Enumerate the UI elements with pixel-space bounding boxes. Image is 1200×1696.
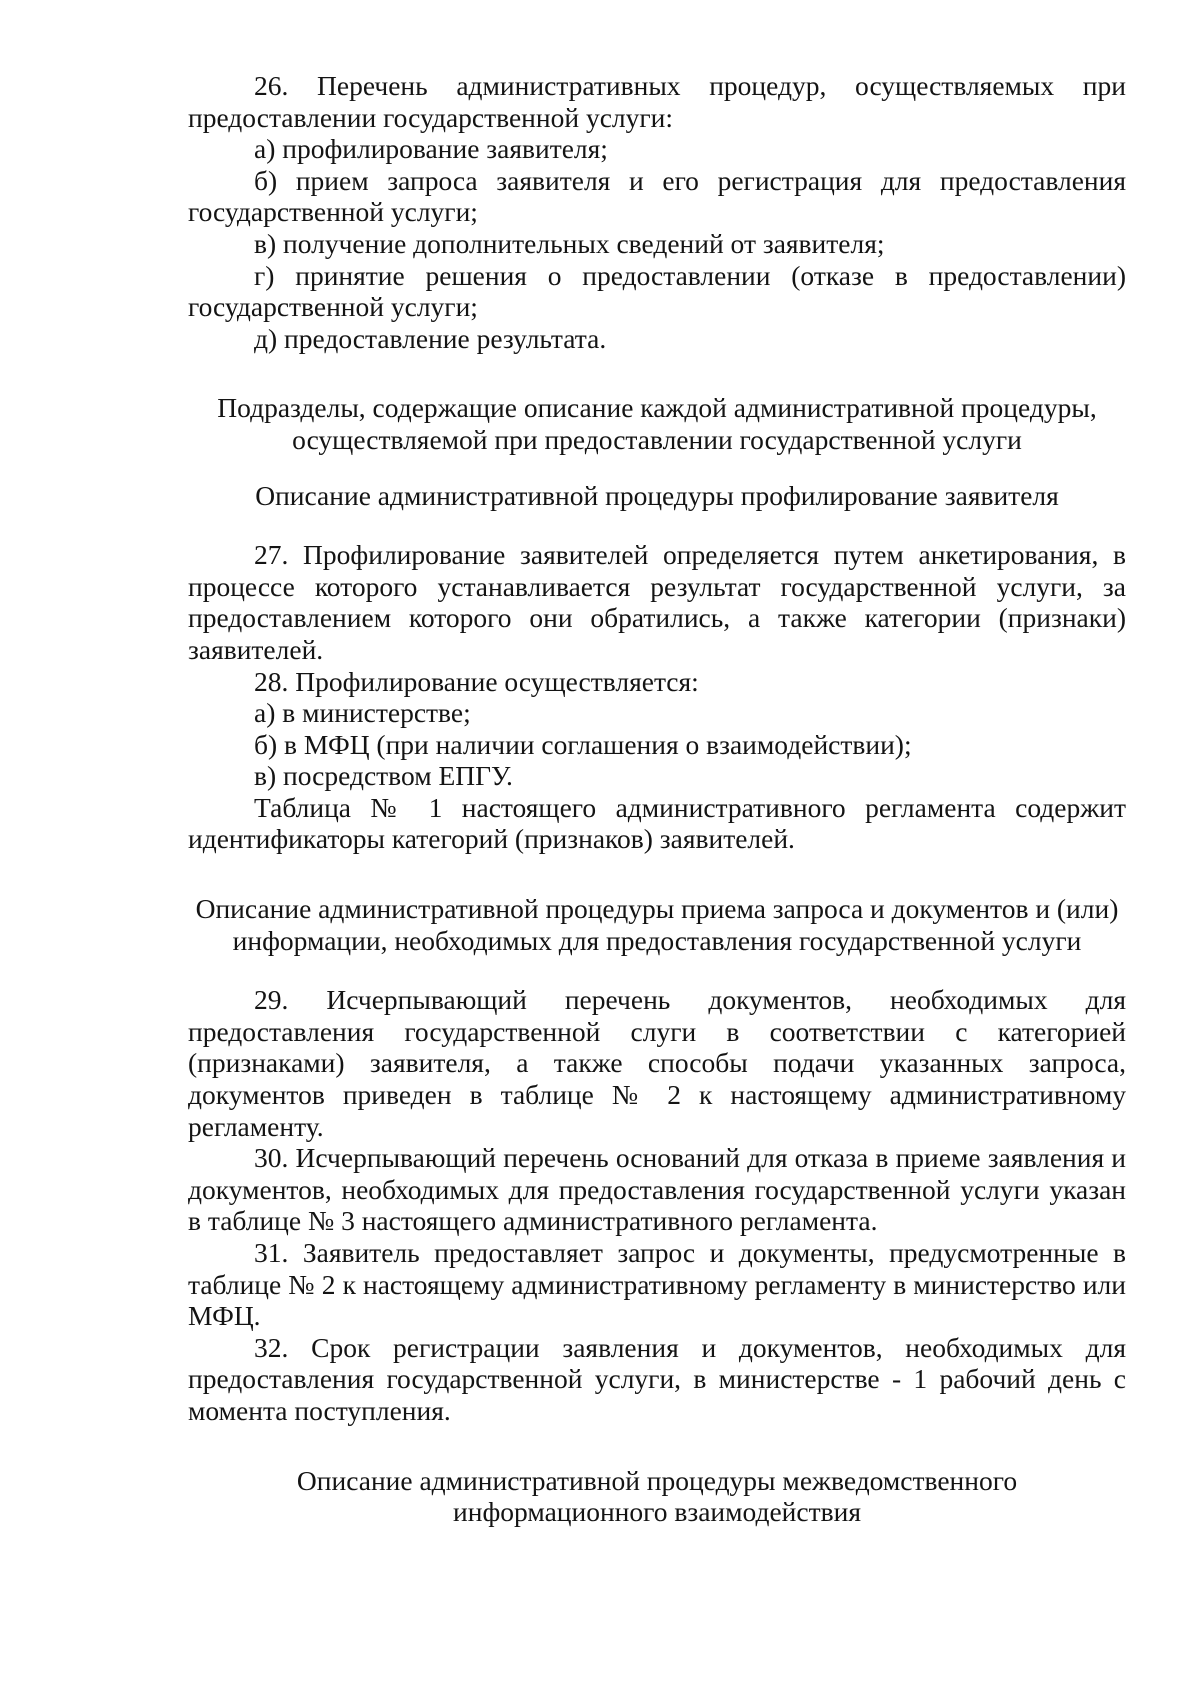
item-26-intro: 26. Перечень административных процедур, осуществляемых при предоставлении государственной услуги: <box>188 70 1126 133</box>
item-27: 27. Профилирование заявителей определяется путем анкетирования, в процессе которого устанавливается результат государственной услуги, за предоставлением которого они обратились, а также категории (признаки) заявителей. <box>188 539 1126 665</box>
item-26-b: б) прием запроса заявителя и его регистрация для предоставления государственной услуги; <box>188 164 1126 228</box>
item-31: 31. Заявитель предоставляет запрос и документы, предусмотренные в таблице № 2 к настоящему административному регламенту в министерство или МФЦ. <box>188 1237 1126 1332</box>
document-page <box>188 70 1126 1528</box>
heading-interagency: Описание административной процедуры межведомственного информационного взаимодействия <box>296 1464 1018 1528</box>
item-26-g: г) принятие решения о предоставлении (отказе в предоставлении) государственной услуги; <box>188 259 1126 323</box>
item-29: 29. Исчерпывающий перечень документов, необходимых для предоставления государственной слуги в соответствии с категорией (признаками) заявителя, а также способы подачи указанных запроса, документов приведен в таблице № 2 к настоящему административному регламенту. <box>188 984 1126 1142</box>
item-28-b: б) в МФЦ (при наличии соглашения о взаимодействии); <box>254 728 912 760</box>
item-26-a: а) профилирование заявителя; <box>254 133 608 165</box>
item-28-a: а) в министерстве; <box>254 697 471 729</box>
item-28-intro: 28. Профилирование осуществляется: <box>254 665 699 697</box>
heading-subsections: Подразделы, содержащие описание каждой административной процедуры, осуществляемой при предоставлении государственной услуги <box>217 392 1097 455</box>
table-1-note: Таблица № 1 настоящего административного регламента содержит идентификаторы категорий (признаков) заявителей. <box>188 791 1126 855</box>
item-26-v: в) получение дополнительных сведений от заявителя; <box>254 227 885 259</box>
item-32: 32. Срок регистрации заявления и документов, необходимых для предоставления государственной услуги, в министерстве - 1 рабочий день с момента поступления. <box>188 1331 1126 1426</box>
item-30: 30. Исчерпывающий перечень оснований для отказа в приеме заявления и документов, необходимых для предоставления государственной услуги указан в таблице № 3 настоящего административного регламента. <box>188 1142 1126 1237</box>
item-26-d: д) предоставление результата. <box>254 322 607 354</box>
heading-profiling: Описание административной процедуры профилирование заявителя <box>255 479 1059 511</box>
heading-reception: Описание административной процедуры приема запроса и документов и (или) информации, необходимых для предоставления государственной услуги <box>195 893 1119 956</box>
item-28-v: в) посредством ЕПГУ. <box>254 760 513 792</box>
